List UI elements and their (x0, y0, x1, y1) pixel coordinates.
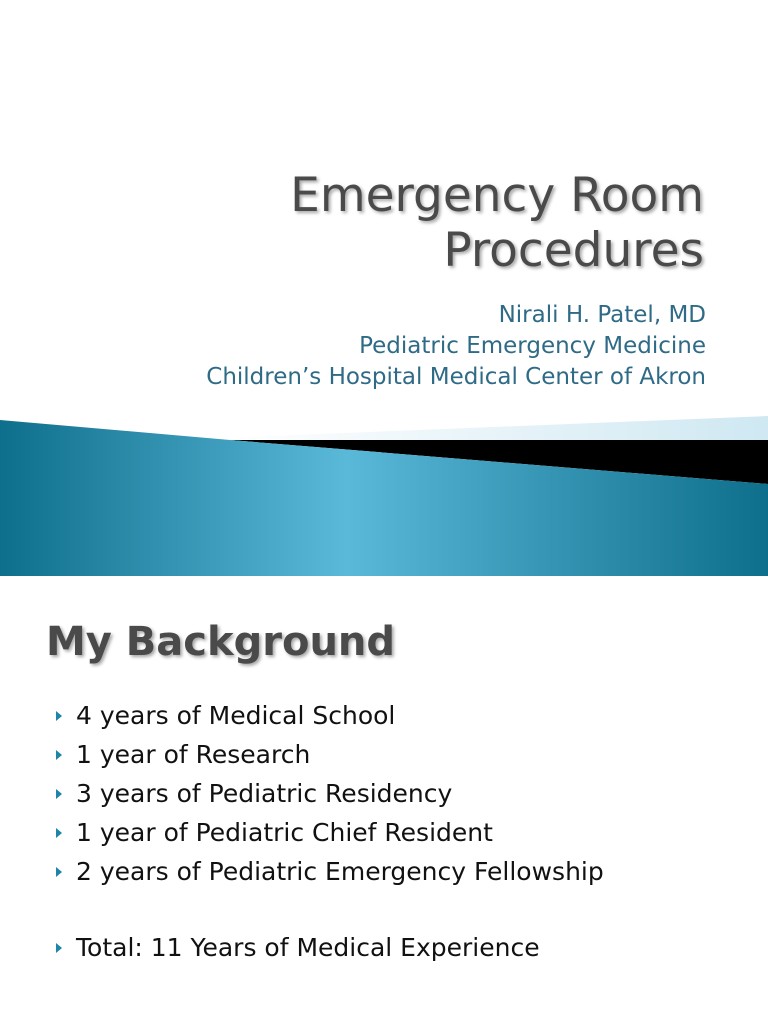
list-item-text: 4 years of Medical School (76, 701, 396, 730)
triangle-right-icon (56, 789, 62, 799)
list-item-text: 3 years of Pediatric Residency (76, 779, 453, 808)
list-item (52, 774, 604, 813)
slide-heading: My Background (46, 619, 396, 665)
list-item-text: 1 year of Research (76, 740, 311, 769)
title-line-2: Procedures (443, 223, 704, 278)
slide-title (84, 168, 704, 278)
list-item (52, 813, 604, 852)
list-item-text: 2 years of Pediatric Emergency Fellowship (76, 857, 604, 886)
list-item-text: Total: 11 Years of Medical Experience (76, 933, 540, 962)
presenter-institution: Children’s Hospital Medical Center of Akron (206, 364, 706, 390)
list-item (52, 852, 604, 891)
background-slide (0, 576, 768, 1024)
list-item (52, 928, 604, 967)
triangle-right-icon (56, 750, 62, 760)
bullet-list (52, 696, 604, 967)
triangle-right-icon (56, 943, 62, 953)
list-item (52, 696, 604, 735)
triangle-right-icon (56, 828, 62, 838)
triangle-right-icon (56, 711, 62, 721)
list-item (52, 735, 604, 774)
title-line-1: Emergency Room (290, 168, 704, 223)
presenter-name: Nirali H. Patel, MD (498, 302, 706, 328)
triangle-right-icon (56, 867, 62, 877)
slide-subtitle (46, 300, 706, 393)
presenter-department: Pediatric Emergency Medicine (359, 333, 706, 359)
decorative-swoosh (0, 410, 768, 576)
list-item-text: 1 year of Pediatric Chief Resident (76, 818, 493, 847)
swoosh-pale-band (220, 416, 768, 440)
